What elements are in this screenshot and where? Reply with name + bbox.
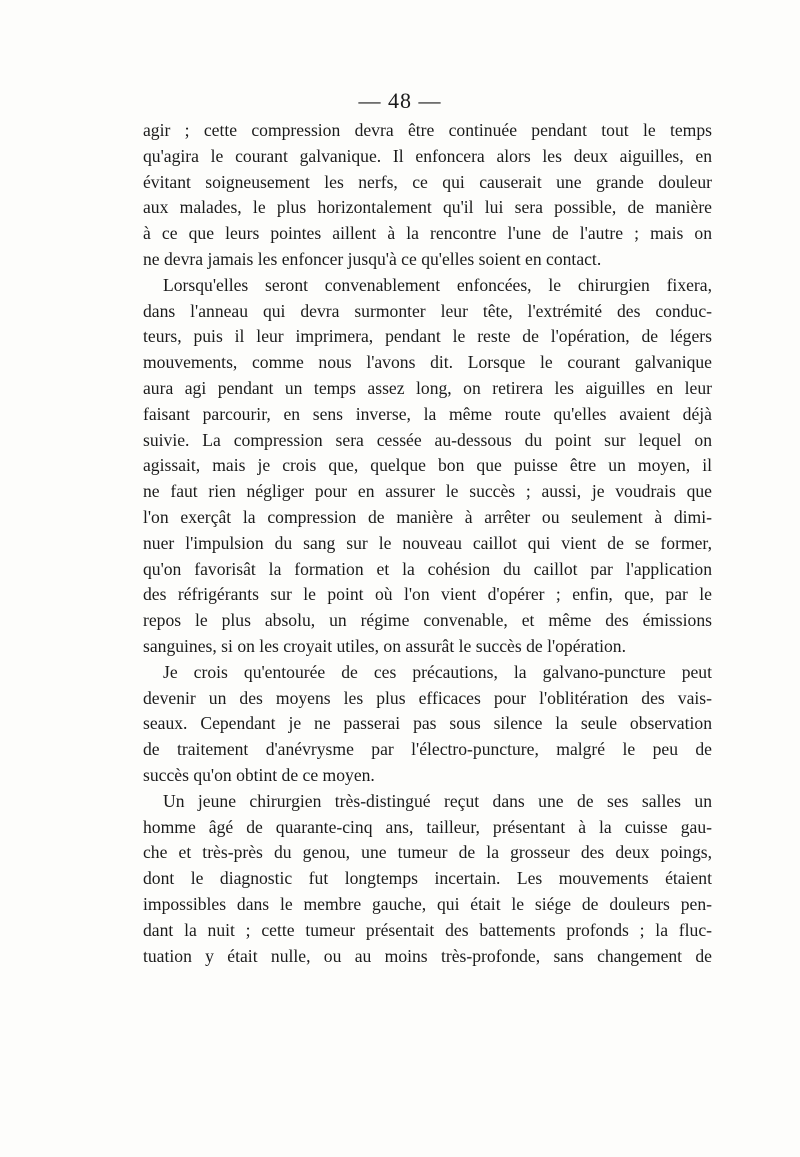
text-line: agissait, mais je crois que, quelque bon que puisse être un moyen, il	[143, 455, 712, 476]
paragraph	[143, 789, 712, 970]
text-line: qu'on favorisât la formation et la cohésion du caillot par l'application	[143, 558, 712, 579]
text-line: devenir un des moyens les plus efficaces pour l'oblitération des vais-	[143, 687, 712, 708]
text-line: à ce que leurs pointes aillent à la rencontre l'une de l'autre ; mais on	[143, 223, 712, 244]
text-line: faisant parcourir, en sens inverse, la même route qu'elles avaient déjà	[143, 403, 712, 424]
text-line: impossibles dans le membre gauche, qui était le siége de douleurs pen-	[143, 893, 712, 914]
text-line: che et très-près du genou, une tumeur de la grosseur des deux poings,	[143, 842, 712, 863]
text-line: dans l'anneau qui devra surmonter leur tête, l'extrémité des conduc-	[143, 300, 712, 321]
text-line: l'on exerçât la compression de manière à arrêter ou seulement à dimi-	[143, 506, 712, 527]
text-line: Je crois qu'entourée de ces précautions, la galvano-puncture peut	[163, 661, 712, 682]
paragraph	[143, 660, 712, 789]
text-line: Lorsqu'elles seront convenablement enfoncées, le chirurgien fixera,	[163, 274, 712, 295]
text-line: nuer l'impulsion du sang sur le nouveau caillot qui vient de se former,	[143, 532, 712, 553]
text-line: agir ; cette compression devra être continuée pendant tout le temps	[143, 120, 712, 140]
text-line: seaux. Cependant je ne passerai pas sous silence la seule observation	[143, 713, 712, 734]
text-line: suivie. La compression sera cessée au-dessous du point sur lequel on	[143, 429, 712, 450]
page-number: — 48 —	[358, 88, 442, 113]
text-line: sanguines, si on les croyait utiles, on assurât le succès de l'opération.	[143, 635, 626, 656]
paragraph	[143, 273, 712, 660]
text-line: homme âgé de quarante-cinq ans, tailleur, présentant à la cuisse gau-	[143, 816, 712, 837]
text-line: repos le plus absolu, un régime convenable, et même des émissions	[143, 610, 712, 631]
paragraph	[143, 118, 712, 273]
text-line: succès qu'on obtint de ce moyen.	[143, 764, 375, 785]
text-line: Un jeune chirurgien très-distingué reçut dans une de ses salles un	[163, 790, 712, 811]
text-line: teurs, puis il leur imprimera, pendant le reste de l'opération, de légers	[143, 326, 712, 347]
body-text	[143, 118, 712, 969]
text-line: dont le diagnostic fut longtemps incertain. Les mouvements étaient	[143, 868, 712, 889]
text-line: aura agi pendant un temps assez long, on retirera les aiguilles en leur	[143, 377, 712, 398]
text-line: qu'agira le courant galvanique. Il enfoncera alors les deux aiguilles, en	[143, 145, 712, 166]
text-line: ne faut rien négliger pour en assurer le succès ; aussi, je voudrais que	[143, 481, 712, 502]
text-line: tuation y était nulle, ou au moins très-profonde, sans changement de	[143, 945, 712, 966]
text-line: de traitement d'anévrysme par l'électro-puncture, malgré le peu de	[143, 739, 712, 760]
text-line: aux malades, le plus horizontalement qu'il lui sera possible, de manière	[143, 197, 712, 218]
text-line: des réfrigérants sur le point où l'on vient d'opérer ; enfin, que, par le	[143, 584, 712, 605]
text-line: évitant soigneusement les nerfs, ce qui causerait une grande douleur	[143, 171, 712, 192]
text-line: ne devra jamais les enfoncer jusqu'à ce qu'elles soient en contact.	[143, 248, 602, 269]
text-line: dant la nuit ; cette tumeur présentait des battements profonds ; la fluc-	[143, 919, 712, 940]
text-line: mouvements, comme nous l'avons dit. Lorsque le courant galvanique	[143, 352, 712, 373]
